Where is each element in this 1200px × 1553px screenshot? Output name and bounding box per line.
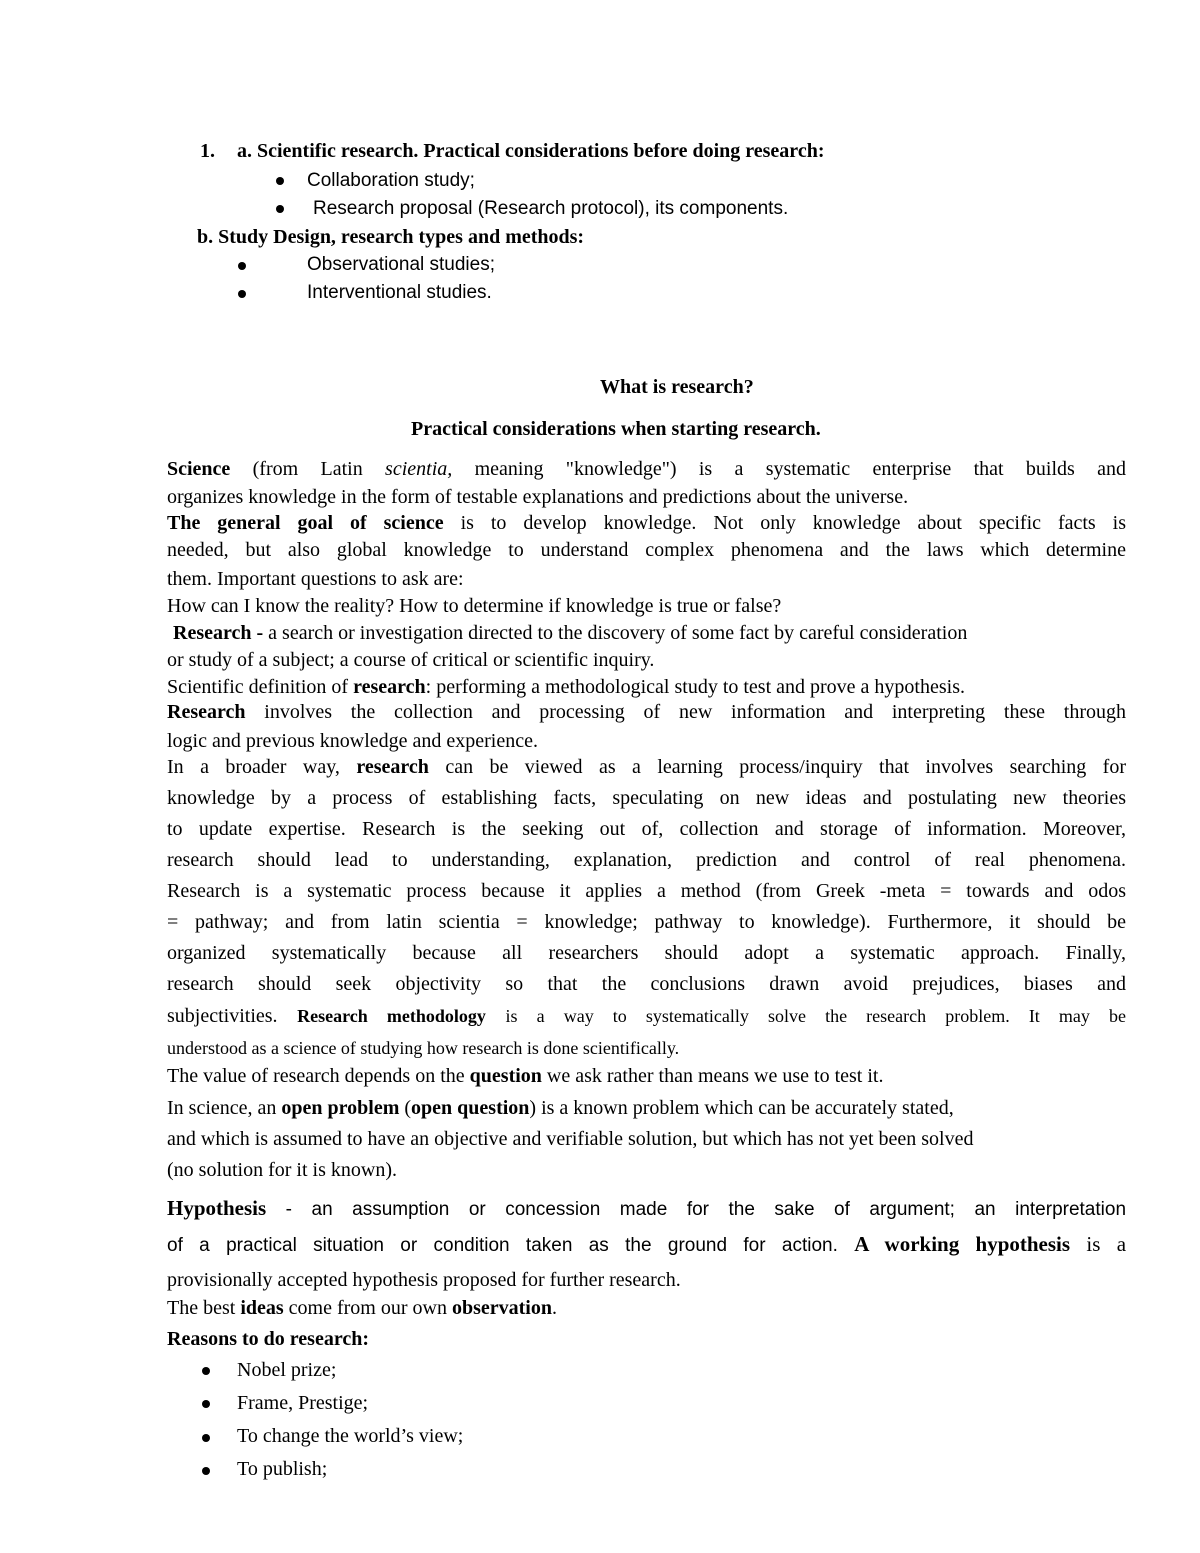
paragraph-broader-line-7: organized systematically because all researchers should adopt a systematic approach. Finally,: [167, 942, 1126, 964]
paragraph-broader-line-6: = pathway; and from latin scientia = knowledge; pathway to knowledge). Furthermore, it should be: [167, 911, 1126, 933]
bullet-icon: [238, 262, 246, 270]
paragraph-open-problem-line-2: and which is assumed to have an objective and verifiable solution, but which has not yet been solved: [167, 1128, 974, 1150]
outline-item-1a-bullet-1: Collaboration study;: [307, 170, 475, 191]
bullet-icon: [202, 1467, 210, 1475]
outline-item-1b-bullet-1: Observational studies;: [307, 254, 495, 275]
paragraph-broader-line-1: In a broader way, research can be viewed as a learning process/inquiry that involves searching for: [167, 756, 1127, 778]
bullet-icon: [202, 1434, 210, 1442]
outline-item-1a-bullet-2: Research proposal (Research protocol), its components.: [313, 198, 789, 219]
paragraph-broader-line-5: Research is a systematic process because it applies a method (from Greek -meta = towards and odos: [167, 880, 1126, 902]
outline-item-1-number: 1.: [200, 140, 215, 162]
outline-item-1b-bullet-2: Interventional studies.: [307, 282, 492, 303]
bullet-icon: [238, 290, 246, 298]
paragraph-goal-line-1: The general goal of science is to develop knowledge. Not only knowledge about specific facts is: [167, 512, 1127, 534]
paragraph-goal-line-3: them. Important questions to ask are:: [167, 568, 464, 590]
reasons-heading: Reasons to do research:: [167, 1328, 370, 1350]
bullet-icon: [202, 1400, 210, 1408]
paragraph-value: The value of research depends on the question we ask rather than means we use to test it.: [167, 1065, 884, 1087]
paragraph-scientific-definition: Scientific definition of research: performing a methodological study to test and prove a hypothesis.: [167, 676, 965, 698]
reason-item: Frame, Prestige;: [237, 1392, 369, 1414]
paragraph-hypothesis-line-1: Hypothesis - an assumption or concession made for the sake of argument; an interpretation: [167, 1196, 1127, 1220]
reason-item: Nobel prize;: [237, 1359, 337, 1381]
reason-item: To change the world’s view;: [237, 1425, 464, 1447]
bullet-icon: [276, 177, 284, 185]
paragraph-hypothesis-line-2: of a practical situation or condition taken as the ground for action. A working hypothesis is a: [167, 1232, 1127, 1256]
paragraph-research-involves-line-1: Research involves the collection and processing of new information and interpreting these through: [167, 701, 1127, 723]
paragraph-best-ideas: The best ideas come from our own observation.: [167, 1297, 557, 1319]
paragraph-broader-line-8: research should seek objectivity so that the conclusions drawn avoid prejudices, biases and: [167, 973, 1126, 995]
paragraph-broader-line-3: to update expertise. Research is the seeking out of, collection and storage of information. Moreover,: [167, 818, 1126, 840]
paragraph-goal-line-2: needed, but also global knowledge to understand complex phenomena and the laws which determine: [167, 539, 1126, 561]
bullet-icon: [202, 1367, 210, 1375]
outline-item-1b: b. Study Design, research types and methods:: [197, 226, 585, 248]
paragraph-broader-line-9: subjectivities. Research methodology is a way to systematically solve the research problem. It may be: [167, 1005, 1126, 1027]
paragraph-open-problem-line-1: In science, an open problem (open question) is a known problem which can be accurately stated,: [167, 1097, 954, 1119]
outline-item-1a: a. Scientific research. Practical considerations before doing research:: [237, 140, 825, 162]
paragraph-science-line-1: Science (from Latin scientia, meaning "knowledge") is a systematic enterprise that builds and: [167, 458, 1127, 480]
paragraph-broader-line-4: research should lead to understanding, explanation, prediction and control of real phenomena.: [167, 849, 1126, 871]
paragraph-research-def-line-1: Research - a search or investigation directed to the discovery of some fact by careful consideration: [173, 622, 968, 644]
paragraph-research-involves-line-2: logic and previous knowledge and experience.: [167, 730, 538, 752]
reason-item: To publish;: [237, 1458, 328, 1480]
paragraph-broader-line-2: knowledge by a process of establishing facts, speculating on new ideas and postulating new theories: [167, 787, 1126, 809]
paragraph-science-line-2: organizes knowledge in the form of testable explanations and predictions about the universe.: [167, 486, 909, 508]
paragraph-research-def-line-2: or study of a subject; a course of critical or scientific inquiry.: [167, 649, 655, 671]
bullet-icon: [276, 205, 284, 213]
paragraph-open-problem-line-3: (no solution for it is known).: [167, 1159, 397, 1181]
section-subtitle: Practical considerations when starting research.: [411, 418, 821, 440]
paragraph-questions: How can I know the reality? How to determine if knowledge is true or false?: [167, 595, 782, 617]
paragraph-broader-line-10: understood as a science of studying how research is done scientifically.: [167, 1038, 680, 1058]
paragraph-hypothesis-line-3: provisionally accepted hypothesis proposed for further research.: [167, 1269, 681, 1291]
section-title: What is research?: [600, 376, 754, 398]
